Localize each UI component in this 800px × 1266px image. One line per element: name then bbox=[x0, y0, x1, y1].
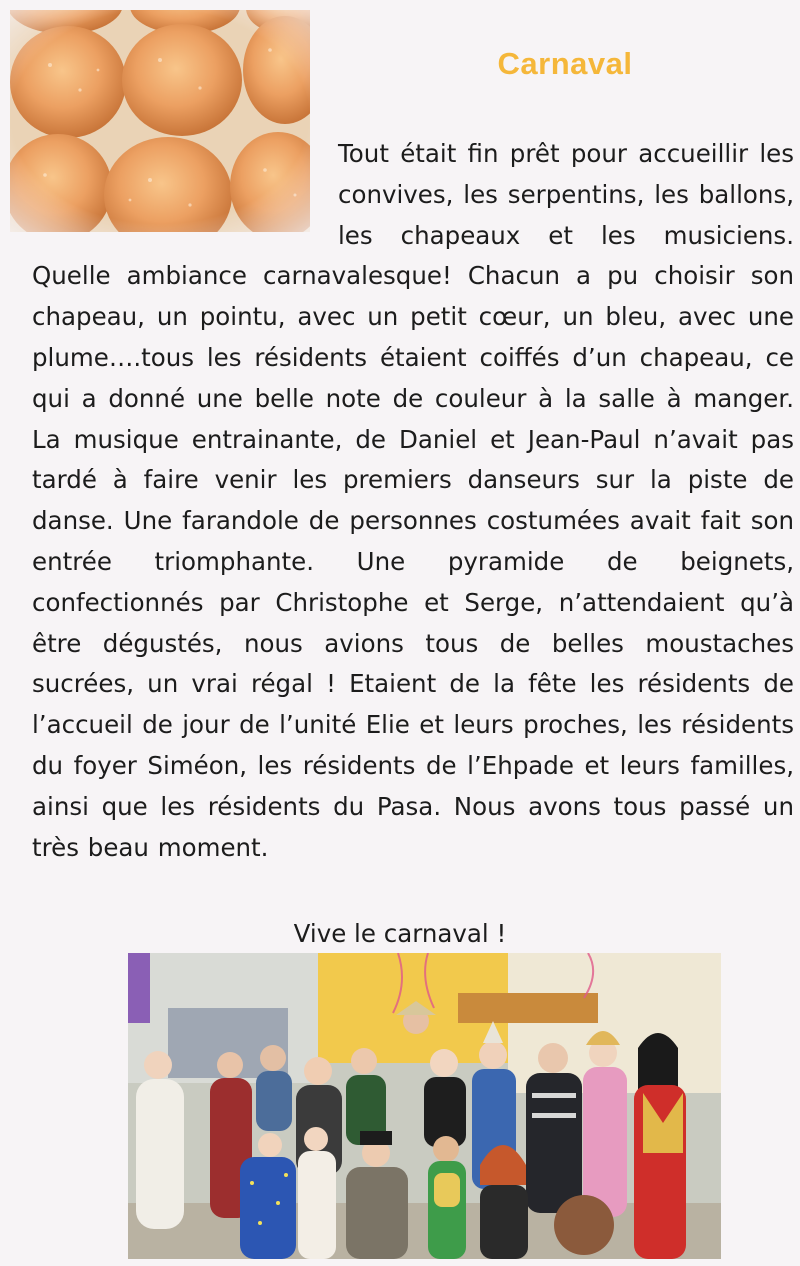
article-title: Carnaval bbox=[497, 46, 633, 81]
article-paragraph: Tout était fin prêt pour accueillir les convives, les serpentins, les ballons, les chapeaux et les musiciens. Quelle ambiance carnavalesque! Chacun a pu choisir son chapeau, un pointu, avec un petit cœur, un bleu, avec une plume….tous les résidents étaient coiffés d’un chapeau, ce qui a donné une belle note de couleur à la salle à manger. La musique entrainante, de Daniel et Jean-Paul n’avait pas tardé à faire venir les premiers danseurs sur la piste de danse. Une farandole de personnes costumées avait fait son entrée triomphante. Une pyramide de beignets, confectionnés par Christophe et Serge, n’attendaient qu’à être dégustés, nous avions tous de belles moustaches sucrées, un vrai régal ! Etaient de la fête les résidents de l’accueil de jour de l’unité Elie et leurs proches, les résidents du foyer Siméon, les résidents de l’Ehpade et leurs familles, ainsi que les résidents du Pasa. Nous avons tous passé un très beau moment. bbox=[32, 139, 794, 862]
closing-line: Vive le carnaval ! bbox=[293, 919, 507, 948]
article-body bbox=[32, 134, 794, 868]
photo-wrap-spacer bbox=[32, 134, 338, 252]
carnival-group-photo bbox=[128, 953, 721, 1259]
